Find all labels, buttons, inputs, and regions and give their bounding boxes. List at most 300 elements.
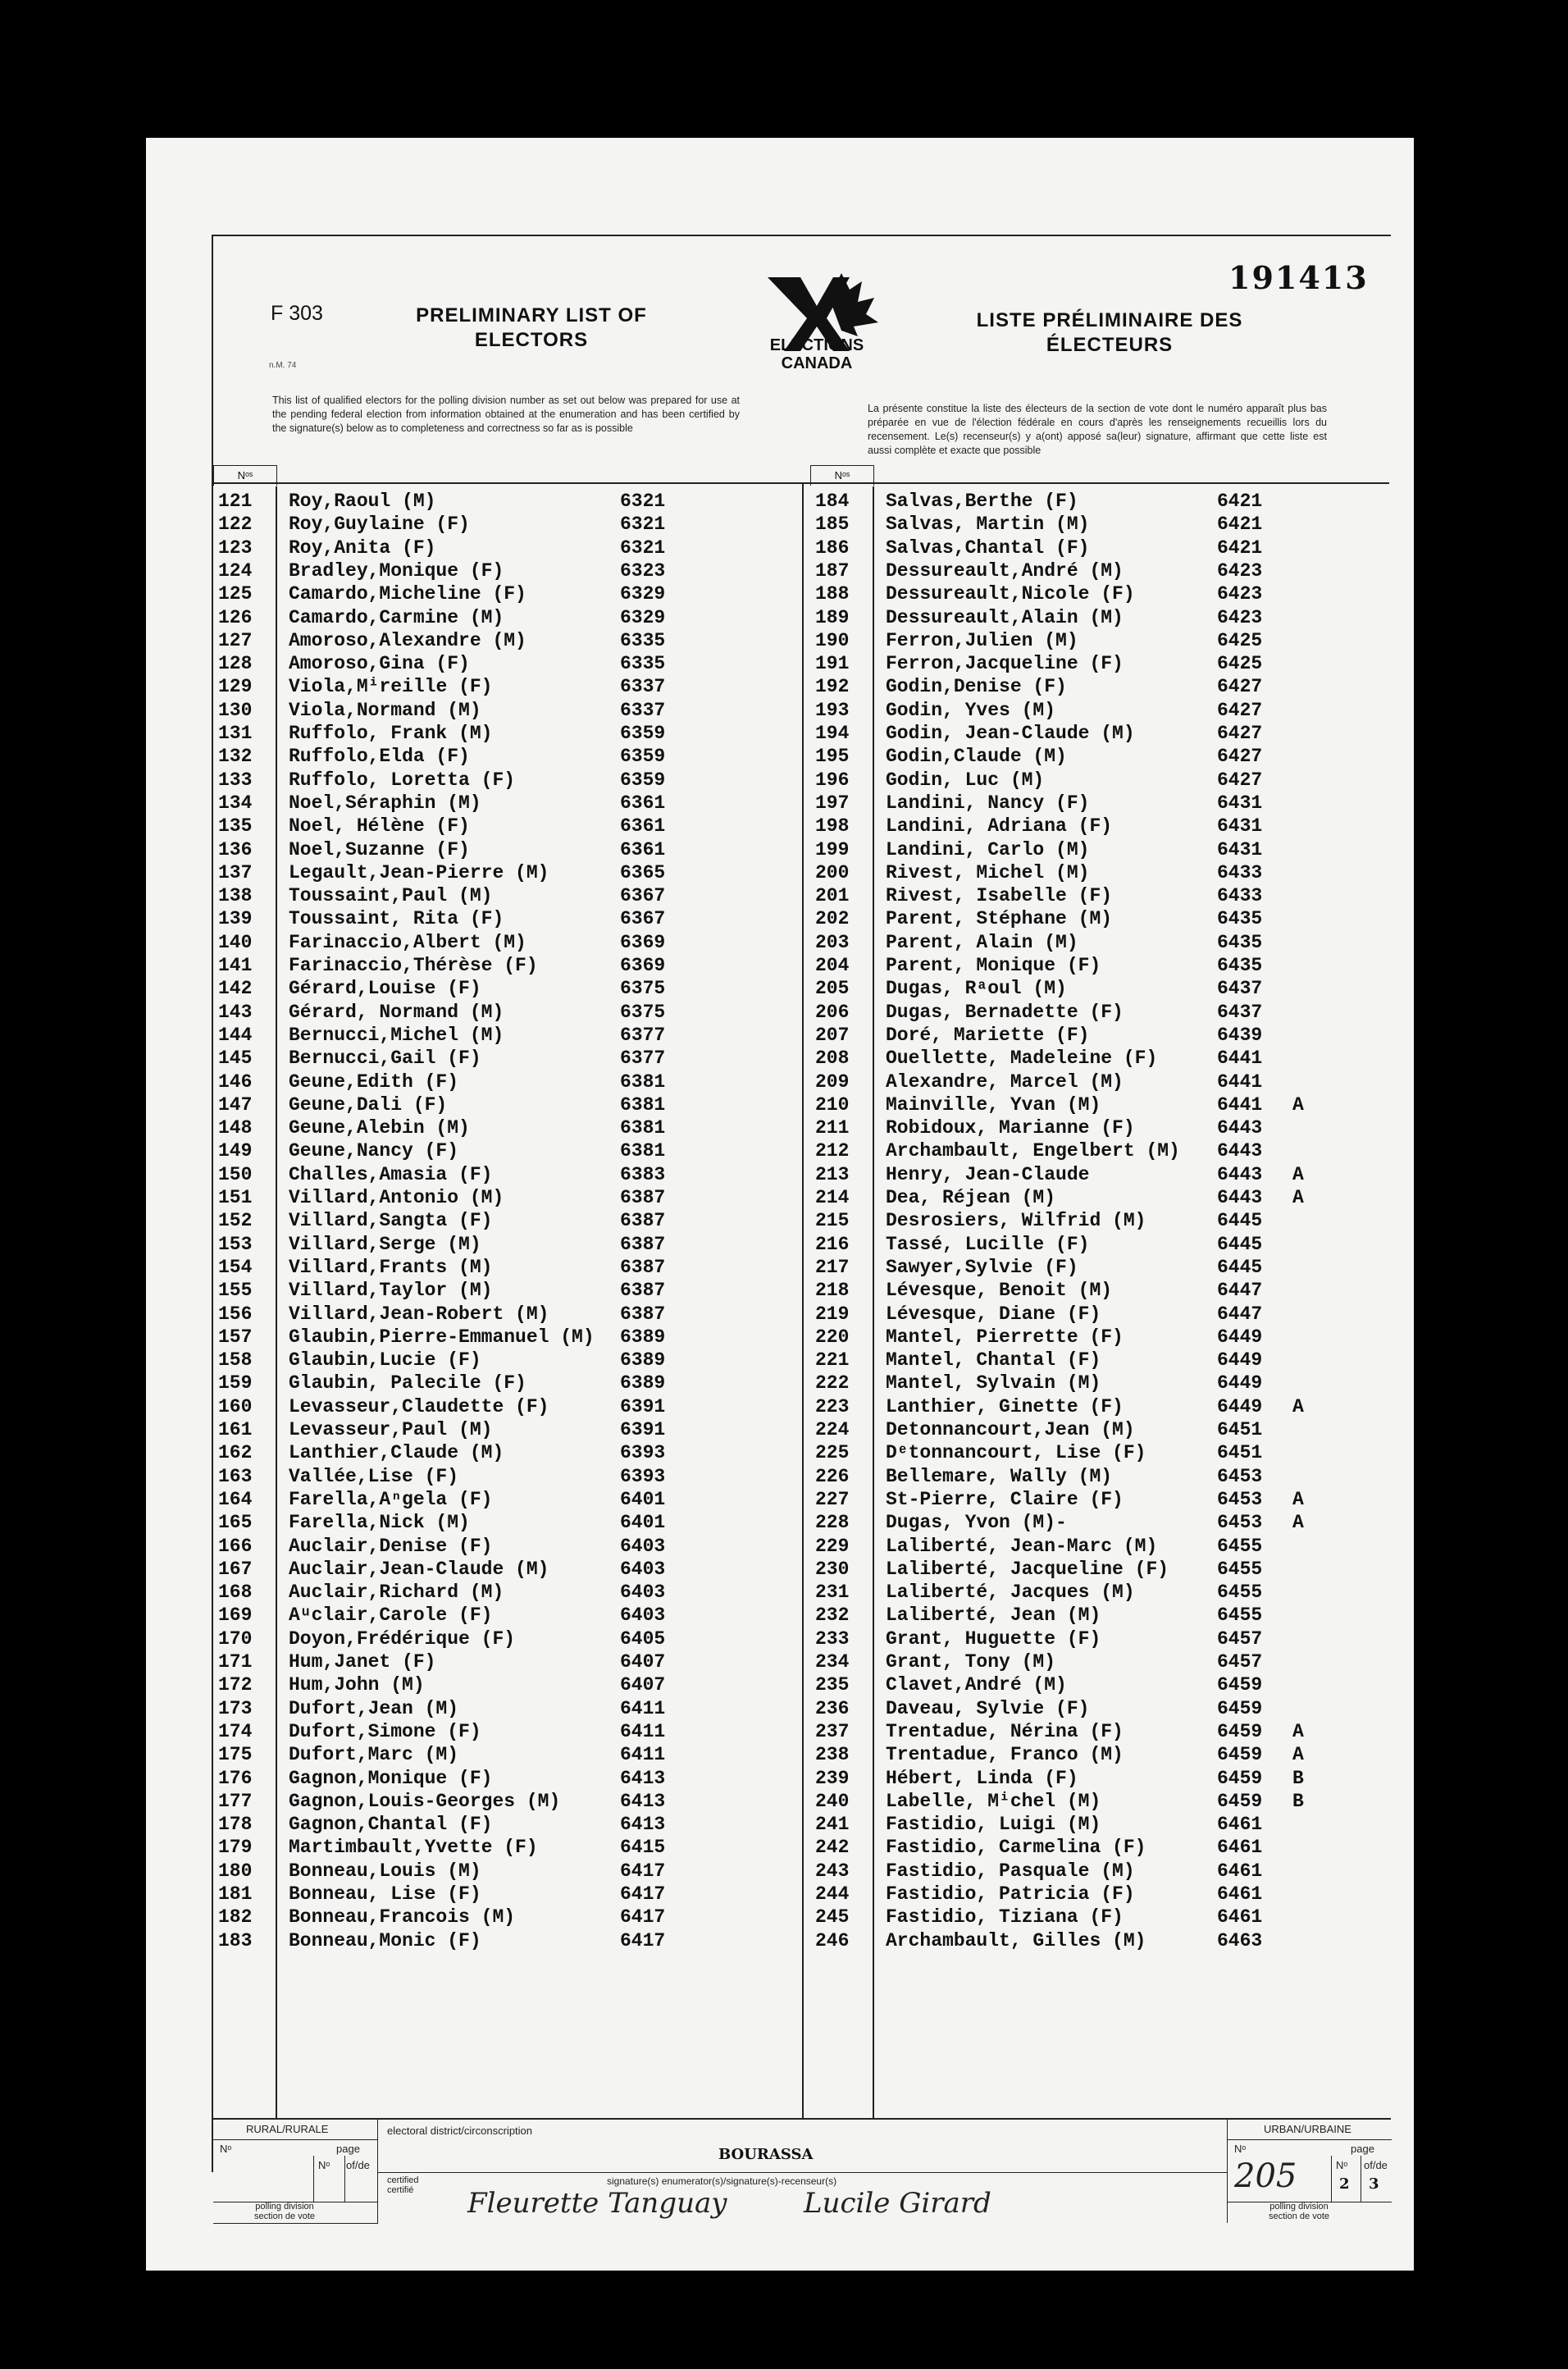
elector-row	[213, 1186, 795, 1209]
elector-name: Parent, Stéphane (M)	[886, 908, 1113, 930]
address-code: 6369	[620, 931, 666, 953]
elector-number: 219	[815, 1303, 850, 1325]
elector-name: Laliberté, Jacques (M)	[886, 1582, 1135, 1604]
address-code: 6401	[620, 1512, 666, 1534]
elector-row	[213, 582, 795, 605]
address-code: 6417	[620, 1906, 666, 1929]
address-code: 6375	[620, 978, 666, 1000]
elector-name: Auclair,Jean-Claude (M)	[289, 1558, 549, 1580]
address-code: 6443	[1217, 1163, 1263, 1185]
elector-row	[810, 1326, 1393, 1349]
elector-number: 218	[815, 1280, 850, 1302]
address-code: 6435	[1217, 931, 1263, 953]
elector-number: 127	[218, 629, 253, 651]
elector-number: 139	[218, 908, 253, 930]
elector-name: Ferron,Jacqueline (F)	[886, 653, 1124, 675]
address-code: 6413	[620, 1790, 666, 1812]
elector-name: Bernucci,Michel (M)	[289, 1024, 504, 1046]
address-code: 6335	[620, 653, 666, 675]
elector-name: Labelle, Mⁱchel (M)	[886, 1790, 1101, 1812]
elector-name: Bradley,Monique (F)	[289, 559, 504, 582]
address-code: 6459	[1217, 1790, 1263, 1812]
elector-row	[213, 699, 795, 722]
elector-name: Sawyer,Sylvie (F)	[886, 1256, 1078, 1278]
elector-number: 164	[218, 1488, 253, 1510]
address-code: 6417	[620, 1860, 666, 1882]
elector-name: Geune,Edith (F)	[289, 1070, 459, 1093]
address-code: 6329	[620, 583, 666, 605]
elector-row	[213, 1024, 795, 1047]
elector-name: Dufort,Marc (M)	[289, 1744, 459, 1766]
elector-number: 132	[218, 746, 253, 768]
elector-row	[810, 1209, 1393, 1232]
elector-name: Levasseur,Claudette (F)	[289, 1395, 549, 1417]
elector-name: Viola,Mⁱreille (F)	[289, 676, 493, 698]
elector-row	[810, 1279, 1393, 1302]
address-code: 6457	[1217, 1651, 1263, 1673]
elector-row	[213, 536, 795, 559]
address-code: 6459	[1217, 1744, 1263, 1766]
address-code: 6427	[1217, 769, 1263, 791]
elector-row	[213, 907, 795, 930]
elector-row	[213, 606, 795, 629]
elector-row	[213, 1233, 795, 1256]
elector-row	[810, 1303, 1393, 1326]
elector-row	[213, 1303, 795, 1326]
elector-row	[213, 1093, 795, 1116]
elector-number: 207	[815, 1024, 850, 1046]
address-code: 6361	[620, 815, 666, 838]
elector-name: Laliberté, Jean-Marc (M)	[886, 1535, 1158, 1557]
elector-name: Glaubin,Lucie (F)	[289, 1349, 481, 1372]
elector-name: Roy,Guylaine (F)	[289, 514, 470, 536]
elector-number: 205	[815, 978, 850, 1000]
elector-row	[213, 977, 795, 1000]
elector-row	[810, 699, 1393, 722]
address-code: 6423	[1217, 559, 1263, 582]
elector-row	[213, 1883, 795, 1906]
elector-name: Grant, Tony (M)	[886, 1651, 1056, 1673]
elector-row	[213, 931, 795, 954]
address-code: 6391	[620, 1395, 666, 1417]
elector-number: 169	[218, 1604, 253, 1627]
elector-number: 171	[218, 1651, 253, 1673]
elector-row	[810, 1418, 1393, 1441]
logo-line2: CANADA	[781, 354, 853, 372]
address-code: 6377	[620, 1048, 666, 1070]
elector-row	[810, 722, 1393, 745]
urban-box	[1227, 2120, 1392, 2223]
elector-name: Dᵉtonnancourt, Lise (F)	[886, 1442, 1146, 1464]
elector-number: 158	[218, 1349, 253, 1372]
address-code: 6321	[620, 514, 666, 536]
elector-row	[213, 1418, 795, 1441]
address-code: 6427	[1217, 676, 1263, 698]
elector-number: 213	[815, 1163, 850, 1185]
address-code: 6433	[1217, 861, 1263, 883]
elector-number: 123	[218, 536, 253, 559]
address-code: 6427	[1217, 746, 1263, 768]
elector-number: 183	[218, 1929, 253, 1951]
elector-row	[810, 745, 1393, 768]
address-code: 6421	[1217, 536, 1263, 559]
elector-name: Salvas,Chantal (F)	[886, 536, 1090, 559]
elector-name: Ruffolo, Frank (M)	[289, 723, 493, 744]
elector-row	[213, 815, 795, 838]
elector-row	[213, 1279, 795, 1302]
elector-name: Parent, Alain (M)	[886, 931, 1078, 953]
elector-row	[213, 1581, 795, 1604]
elector-row	[213, 1813, 795, 1836]
elector-name: Levasseur,Paul (M)	[289, 1419, 493, 1440]
elector-name: Trentadue, Franco (M)	[886, 1744, 1124, 1766]
elector-name: Robidoux, Marianne (F)	[886, 1117, 1135, 1139]
title-fr-line1: LISTE PRÉLIMINAIRE DES	[976, 309, 1243, 331]
elector-row	[810, 1186, 1393, 1209]
address-code: 6449	[1217, 1326, 1263, 1348]
address-code: 6367	[620, 908, 666, 930]
elector-row	[213, 1627, 795, 1650]
elector-number: 167	[218, 1558, 253, 1580]
elector-row	[810, 1650, 1393, 1673]
elector-name: Fastidio, Patricia (F)	[886, 1883, 1135, 1905]
list-top-rule	[212, 482, 1389, 484]
elector-name: Doyon,Frédérique (F)	[289, 1627, 516, 1650]
elector-number: 217	[815, 1256, 850, 1278]
elector-number: 179	[218, 1837, 253, 1859]
elector-number: 182	[218, 1906, 253, 1929]
address-code: 6459	[1217, 1674, 1263, 1696]
elector-row	[810, 1836, 1393, 1859]
elector-name: Lanthier, Ginette (F)	[886, 1395, 1124, 1417]
elector-name: Farella,Nick (M)	[289, 1512, 470, 1534]
elector-number: 239	[815, 1767, 850, 1789]
rural-box	[213, 2120, 378, 2224]
urban-of-label: of/de	[1364, 2159, 1388, 2171]
address-code: 6403	[620, 1535, 666, 1557]
elector-row	[810, 1673, 1393, 1696]
elector-name: Glaubin,Pierre-Emmanuel (M)	[289, 1326, 595, 1348]
address-code: 6375	[620, 1001, 666, 1023]
elector-number: 240	[815, 1790, 850, 1812]
elector-number: 241	[815, 1814, 850, 1836]
elector-number: 121	[218, 491, 253, 512]
address-code: 6461	[1217, 1814, 1263, 1836]
elector-row	[810, 652, 1393, 675]
elector-row	[810, 769, 1393, 792]
elector-number: 245	[815, 1906, 850, 1929]
elector-name: Dufort,Simone (F)	[289, 1720, 481, 1742]
elector-number: 211	[815, 1117, 850, 1139]
elector-row	[213, 1116, 795, 1139]
address-code: 6425	[1217, 629, 1263, 651]
elector-row	[810, 675, 1393, 698]
elector-row	[810, 1697, 1393, 1720]
elector-number: 228	[815, 1512, 850, 1534]
elector-name: Mantel, Sylvain (M)	[886, 1372, 1101, 1394]
address-code: 6435	[1217, 955, 1263, 976]
elector-name: Doré, Mariette (F)	[886, 1024, 1090, 1046]
address-code: 6321	[620, 491, 666, 512]
address-code: 6381	[620, 1140, 666, 1162]
address-code: 6365	[620, 861, 666, 883]
elector-mark: B	[1292, 1790, 1304, 1812]
intro-french: La présente constitue la liste des électeurs de la section de vote dont le numéro apparaît plus bas préparée en vue de l'élection fédérale en cours d'après les renseignements recueillis lors du recensement. Le(s) recenseur(s) y a(ont) apposé sa(leur) signature, affirmant que cette liste est aussi complète et exacte que possible	[868, 403, 1327, 456]
elector-row	[213, 1511, 795, 1534]
elector-row	[213, 1372, 795, 1394]
address-code: 6411	[620, 1744, 666, 1766]
elector-number: 146	[218, 1070, 253, 1093]
elector-number: 220	[815, 1326, 850, 1348]
elector-row	[213, 1209, 795, 1232]
elector-row	[213, 1326, 795, 1349]
elector-row	[810, 1604, 1393, 1627]
elector-number: 166	[218, 1535, 253, 1557]
elector-number: 200	[815, 861, 850, 883]
elector-number: 159	[218, 1372, 253, 1394]
elector-number: 177	[218, 1790, 253, 1812]
elector-number: 174	[218, 1720, 253, 1742]
elector-name: Bellemare, Wally (M)	[886, 1465, 1113, 1487]
elector-number: 233	[815, 1627, 850, 1650]
intro-english: This list of qualified electors for the polling division number as set out below was prepared for use at the pending federal election from information obtained at the enumeration and has been certified by the signature(s) below as to completeness and correctness so far as is possible	[272, 395, 740, 434]
elector-row	[810, 1535, 1393, 1558]
elector-number: 135	[218, 815, 253, 838]
address-code: 6359	[620, 723, 666, 744]
address-code: 6455	[1217, 1535, 1263, 1557]
elector-name: Villard,Sangta (F)	[289, 1210, 493, 1232]
elector-name: Bonneau,Monic (F)	[289, 1929, 481, 1951]
address-code: 6361	[620, 838, 666, 860]
elector-name: Geune,Alebin (M)	[289, 1117, 470, 1139]
document-sheet	[146, 138, 1414, 2271]
address-code: 6431	[1217, 838, 1263, 860]
elector-row	[213, 1673, 795, 1696]
address-code: 6387	[620, 1303, 666, 1325]
address-code: 6463	[1217, 1929, 1263, 1951]
elector-name: Roy,Raoul (M)	[289, 491, 436, 512]
elector-name: Hum,John (M)	[289, 1674, 425, 1696]
elector-name: Villard,Antonio (M)	[289, 1187, 504, 1208]
elector-name: Dessureault,Nicole (F)	[886, 583, 1135, 605]
elector-row	[810, 1070, 1393, 1093]
elector-name: Gagnon,Chantal (F)	[289, 1814, 493, 1836]
address-code: 6459	[1217, 1720, 1263, 1742]
elector-number: 160	[218, 1395, 253, 1417]
elector-row	[213, 1790, 795, 1813]
elector-row	[213, 629, 795, 652]
address-code: 6383	[620, 1163, 666, 1185]
address-code: 6387	[620, 1233, 666, 1255]
elector-name: Landini, Nancy (F)	[886, 792, 1090, 814]
address-code: 6403	[620, 1582, 666, 1604]
elector-name: Geune,Dali (F)	[289, 1093, 448, 1116]
elector-name: Bonneau,Francois (M)	[289, 1906, 516, 1929]
elector-name: Lanthier,Claude (M)	[289, 1442, 504, 1464]
elector-number: 237	[815, 1720, 850, 1742]
elector-name: Camardo,Carmine (M)	[289, 606, 504, 628]
elector-number: 163	[218, 1465, 253, 1487]
elector-row	[810, 1047, 1393, 1070]
elector-number: 197	[815, 792, 850, 814]
elector-name: Dufort,Jean (M)	[289, 1697, 459, 1719]
elector-row	[810, 1767, 1393, 1790]
address-code: 6369	[620, 955, 666, 976]
logo-line1: ELECTIONS	[769, 336, 864, 354]
elector-name: Bonneau, Lise (F)	[289, 1883, 481, 1905]
elector-number: 170	[218, 1627, 253, 1650]
address-code: 6449	[1217, 1395, 1263, 1417]
elector-name: Salvas, Martin (M)	[886, 514, 1090, 536]
elector-name: Lévesque, Diane (F)	[886, 1303, 1101, 1325]
polling-number: 205	[1234, 2157, 1297, 2195]
elector-number: 203	[815, 931, 850, 953]
form-number: F 303	[271, 302, 323, 325]
elector-number: 130	[218, 699, 253, 721]
elector-number: 188	[815, 583, 850, 605]
page-number: 2	[1339, 2175, 1350, 2193]
elector-number: 173	[218, 1697, 253, 1719]
address-code: 6437	[1217, 978, 1263, 1000]
elector-number: 243	[815, 1860, 850, 1882]
logo-text	[735, 336, 899, 372]
district-label: electoral district/circonscription	[387, 2125, 533, 2137]
title-en-line1: PRELIMINARY LIST OF	[416, 304, 647, 326]
elector-name: Fastidio, Carmelina (F)	[886, 1837, 1146, 1859]
elector-row	[810, 513, 1393, 536]
elector-number: 141	[218, 955, 253, 976]
elector-name: Archambault, Gilles (M)	[886, 1929, 1146, 1951]
elector-number: 221	[815, 1349, 850, 1372]
elector-row	[213, 1604, 795, 1627]
address-code: 6337	[620, 699, 666, 721]
elector-name: Trentadue, Nérina (F)	[886, 1720, 1124, 1742]
elector-name: Farinaccio,Thérèse (F)	[289, 955, 538, 976]
elector-name: Dessureault,Alain (M)	[886, 606, 1124, 628]
elector-number: 187	[815, 559, 850, 582]
elector-number: 125	[218, 583, 253, 605]
elector-name: Ferron,Julien (M)	[886, 629, 1078, 651]
elector-number: 155	[218, 1280, 253, 1302]
elector-name: Glaubin, Palecile (F)	[289, 1372, 526, 1394]
elector-row	[810, 1001, 1393, 1024]
elector-number: 193	[815, 699, 850, 721]
address-code: 6407	[620, 1651, 666, 1673]
elector-name: Godin, Jean-Claude (M)	[886, 723, 1135, 744]
elector-number: 131	[218, 723, 253, 744]
address-code: 6413	[620, 1814, 666, 1836]
elector-number: 222	[815, 1372, 850, 1394]
rural-label: RURAL/RURALE	[246, 2123, 329, 2135]
elector-name: Hum,Janet (F)	[289, 1651, 436, 1673]
elector-number: 226	[815, 1465, 850, 1487]
elector-number: 145	[218, 1048, 253, 1070]
urban-label: URBAN/URBAINE	[1264, 2123, 1351, 2135]
elector-row	[213, 490, 795, 513]
elector-name: Fastidio, Pasquale (M)	[886, 1860, 1135, 1882]
address-code: 6445	[1217, 1210, 1263, 1232]
elector-name: Villard,Jean-Robert (M)	[289, 1303, 549, 1325]
address-code: 6459	[1217, 1697, 1263, 1719]
elector-number: 210	[815, 1093, 850, 1116]
elector-mark: A	[1292, 1187, 1304, 1208]
elector-row	[213, 1743, 795, 1766]
address-code: 6445	[1217, 1256, 1263, 1278]
elector-name: Archambault, Engelbert (M)	[886, 1140, 1180, 1162]
title-english	[392, 304, 671, 353]
signature-enumerator-1: Fleurette Tanguay	[467, 2187, 727, 2220]
elector-number: 189	[815, 606, 850, 628]
district-value: BOURASSA	[718, 2146, 814, 2163]
elector-row	[810, 1233, 1393, 1256]
elector-row	[213, 1001, 795, 1024]
address-code: 6455	[1217, 1558, 1263, 1580]
address-code: 6461	[1217, 1906, 1263, 1929]
address-code: 6403	[620, 1558, 666, 1580]
elector-number: 216	[815, 1233, 850, 1255]
rural-polling-label: polling division section de vote	[254, 2202, 315, 2221]
rural-no2-label: Nᵒ	[318, 2159, 330, 2171]
elector-name: Godin, Luc (M)	[886, 769, 1045, 791]
address-code: 6411	[620, 1697, 666, 1719]
elector-row	[810, 606, 1393, 629]
elector-name: Detonnancourt,Jean (M)	[886, 1419, 1135, 1440]
elector-row	[810, 1558, 1393, 1581]
elector-row	[810, 1349, 1393, 1372]
elector-row	[213, 1929, 795, 1952]
address-code: 6407	[620, 1674, 666, 1696]
elector-number: 138	[218, 885, 253, 907]
elector-row	[810, 861, 1393, 884]
elector-number: 202	[815, 908, 850, 930]
elections-canada-logo-icon	[735, 261, 899, 392]
elector-number: 176	[218, 1767, 253, 1789]
elector-row	[213, 769, 795, 792]
elector-number: 175	[218, 1744, 253, 1766]
elector-row	[213, 1767, 795, 1790]
elector-number: 156	[218, 1303, 253, 1325]
elector-row	[213, 1836, 795, 1859]
address-code: 6423	[1217, 583, 1263, 605]
elector-row	[213, 1047, 795, 1070]
elector-row	[810, 536, 1393, 559]
elector-name: Farella,Aⁿgela (F)	[289, 1488, 493, 1510]
address-code: 6425	[1217, 653, 1263, 675]
elector-name: Ouellette, Madeleine (F)	[886, 1048, 1158, 1070]
elector-row	[810, 1581, 1393, 1604]
elector-number: 194	[815, 723, 850, 744]
address-code: 6389	[620, 1326, 666, 1348]
elector-list-right	[810, 469, 1393, 2119]
elector-name: Daveau, Sylvie (F)	[886, 1697, 1090, 1719]
elector-mark: A	[1292, 1093, 1304, 1116]
elector-row	[213, 954, 795, 977]
elector-number: 178	[218, 1814, 253, 1836]
elector-number: 129	[218, 676, 253, 698]
elector-number: 150	[218, 1163, 253, 1185]
elector-row	[810, 815, 1393, 838]
address-code: 6361	[620, 792, 666, 814]
elector-name: Bernucci,Gail (F)	[289, 1048, 481, 1070]
address-code: 6359	[620, 769, 666, 791]
elector-name: Noel,Séraphin (M)	[289, 792, 481, 814]
elector-name: Villard,Serge (M)	[289, 1233, 481, 1255]
elector-name: Bonneau,Louis (M)	[289, 1860, 481, 1882]
elector-name: Henry, Jean-Claude	[886, 1163, 1090, 1185]
elector-name: Villard,Frants (M)	[289, 1256, 493, 1278]
elector-mark: A	[1292, 1163, 1304, 1185]
elector-row	[810, 1627, 1393, 1650]
